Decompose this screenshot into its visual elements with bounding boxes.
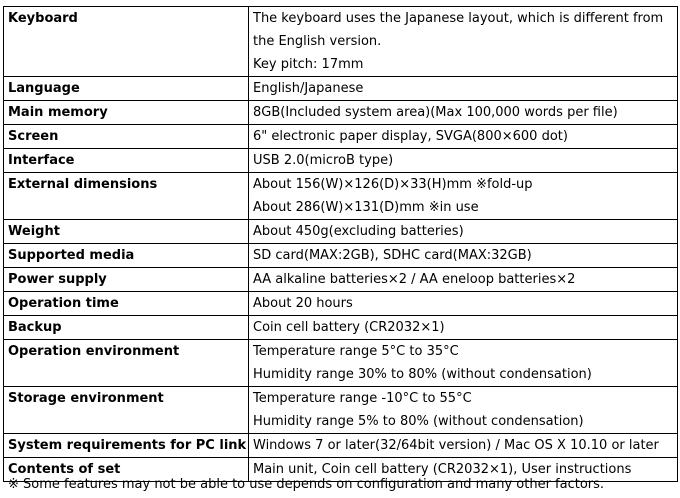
spec-row-language xyxy=(4,77,678,101)
spec-label: Contents of set xyxy=(4,458,249,482)
spec-label: Screen xyxy=(4,125,249,149)
spec-value-line: Windows 7 or later(32/64bit version) / Mac OS X 10.10 or later xyxy=(253,438,659,453)
spec-value-line: Humidity range 30% to 80% (without condensation) xyxy=(253,367,592,382)
spec-row-operation-time xyxy=(4,292,678,316)
spec-value xyxy=(249,387,678,434)
spec-value-line: Temperature range 5°C to 35°C xyxy=(253,344,459,359)
spec-value-line: 8GB(Included system area)(Max 100,000 words per file) xyxy=(253,105,618,120)
spec-label: Language xyxy=(4,77,249,101)
spec-value xyxy=(249,220,678,244)
spec-value xyxy=(249,316,678,340)
spec-row-external-dimensions xyxy=(4,173,678,220)
spec-value-line: About 156(W)×126(D)×33(H)mm ※fold-up xyxy=(253,177,533,192)
spec-value-line: About 286(W)×131(D)mm ※in use xyxy=(253,200,479,215)
footnote: ※ Some features may not be able to use depends on configuration and many other factors. xyxy=(8,477,605,492)
spec-value-line: 6" electronic paper display, SVGA(800×600 dot) xyxy=(253,129,568,144)
spec-row-supported-media xyxy=(4,244,678,268)
spec-value xyxy=(249,244,678,268)
spec-row-power-supply xyxy=(4,268,678,292)
spec-value xyxy=(249,149,678,173)
spec-label: System requirements for PC link xyxy=(4,434,249,458)
spec-value-line: Key pitch: 17mm xyxy=(253,57,364,72)
spec-row-backup xyxy=(4,316,678,340)
spec-label: Operation environment xyxy=(4,340,249,387)
spec-row-operation-environment xyxy=(4,340,678,387)
spec-row-main-memory xyxy=(4,101,678,125)
spec-value xyxy=(249,268,678,292)
spec-label: Main memory xyxy=(4,101,249,125)
spec-value-line: USB 2.0(microB type) xyxy=(253,153,394,168)
spec-value xyxy=(249,292,678,316)
spec-label: External dimensions xyxy=(4,173,249,220)
spec-value xyxy=(249,101,678,125)
spec-table xyxy=(3,6,678,482)
spec-value-line: Temperature range -10°C to 55°C xyxy=(253,391,472,406)
spec-value xyxy=(249,77,678,101)
spec-value-line: AA alkaline batteries×2 / AA eneloop batteries×2 xyxy=(253,272,576,287)
spec-label: Storage environment xyxy=(4,387,249,434)
spec-row-weight xyxy=(4,220,678,244)
spec-row-keyboard xyxy=(4,7,678,77)
spec-value xyxy=(249,434,678,458)
spec-row-system-requirements xyxy=(4,434,678,458)
spec-value xyxy=(249,125,678,149)
spec-value xyxy=(249,173,678,220)
spec-label: Operation time xyxy=(4,292,249,316)
spec-value-line: English/Japanese xyxy=(253,81,364,96)
spec-label: Interface xyxy=(4,149,249,173)
spec-label: Supported media xyxy=(4,244,249,268)
spec-row-storage-environment xyxy=(4,387,678,434)
spec-label: Keyboard xyxy=(4,7,249,77)
spec-value xyxy=(249,7,678,77)
spec-label: Power supply xyxy=(4,268,249,292)
spec-value-line: Coin cell battery (CR2032×1) xyxy=(253,320,445,335)
spec-label: Backup xyxy=(4,316,249,340)
spec-value-line: the English version. xyxy=(253,34,382,49)
spec-value-line: SD card(MAX:2GB), SDHC card(MAX:32GB) xyxy=(253,248,532,263)
spec-label: Weight xyxy=(4,220,249,244)
spec-value-line: About 450g(excluding batteries) xyxy=(253,224,464,239)
spec-value-line: About 20 hours xyxy=(253,296,353,311)
spec-row-screen xyxy=(4,125,678,149)
spec-row-interface xyxy=(4,149,678,173)
spec-value-line: The keyboard uses the Japanese layout, which is different from xyxy=(253,11,664,26)
spec-value-line: Humidity range 5% to 80% (without condensation) xyxy=(253,414,584,429)
spec-value-line: Main unit, Coin cell battery (CR2032×1), User instructions xyxy=(253,462,632,477)
spec-value xyxy=(249,340,678,387)
